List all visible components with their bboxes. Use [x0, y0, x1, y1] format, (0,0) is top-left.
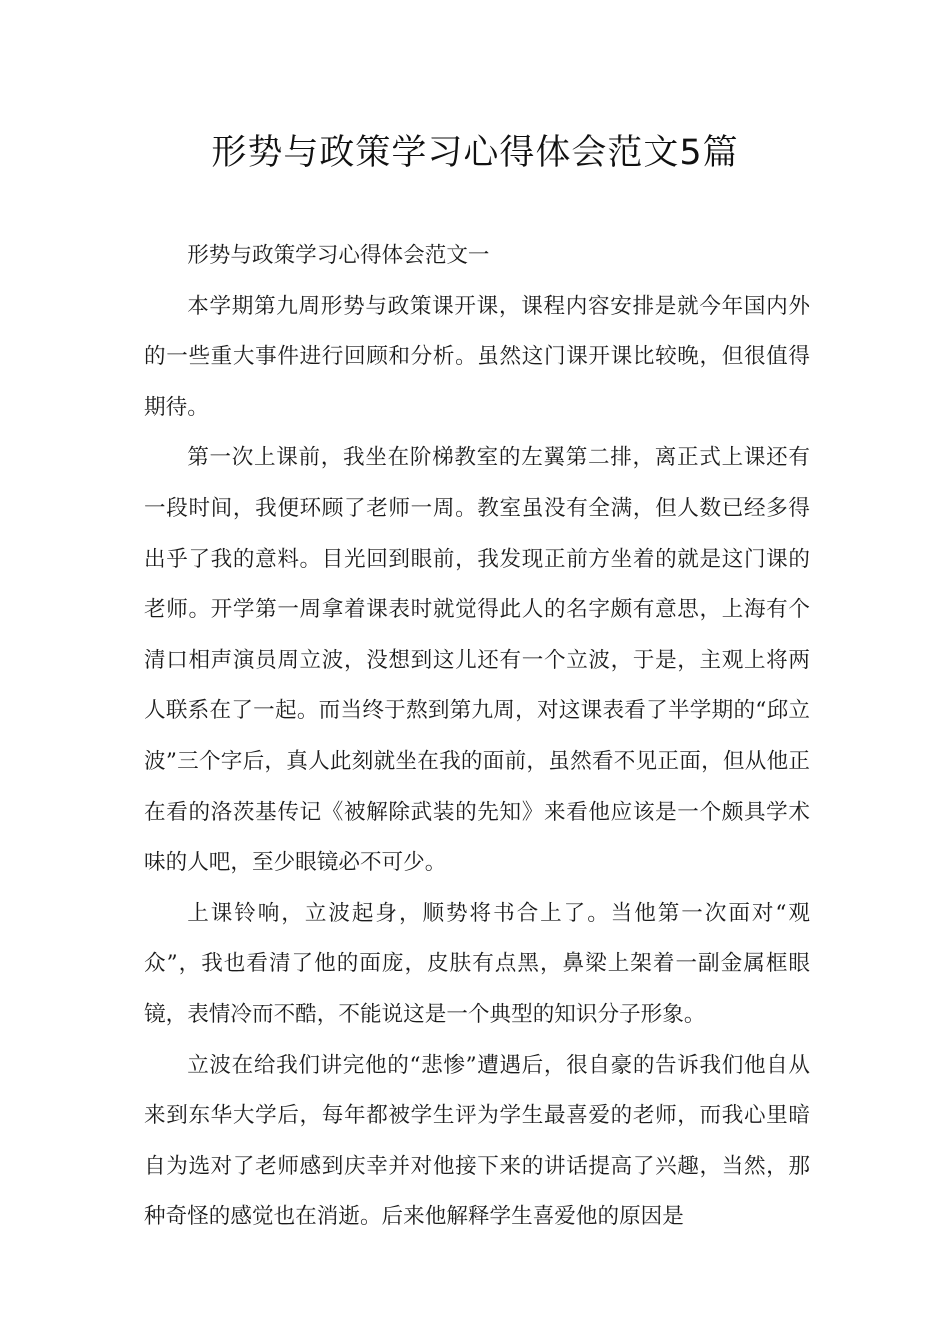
body-paragraph-2: 第一次上课前，我坐在阶梯教室的左翼第二排，离正式上课还有一段时间，我便环顾了老师一周。教室虽没有全满，但人数已经多得出乎了我的意料。目光回到眼前，我发现正前方坐着的就是这门课的老师。开学第一周拿着课表时就觉得此人的名字颇有意思，上海有个清口相声演员周立波，没想到这儿还有一个立波，于是，主观上将两人联系在了一起。而当终于熬到第九周，对这课表看了半学期的“邱立波”三个字后，真人此刻就坐在我的面前，虽然看不见正面，但从他正在看的洛茨基传记《被解除武装的先知》来看他应该是一个颇具学术味的人吧，至少眼镜必不可少。 — [144, 445, 810, 876]
document-title: 形势与政策学习心得体会范文5篇 — [211, 133, 739, 173]
body-paragraph-4: 立波在给我们讲完他的“悲惨”遭遇后，很自豪的告诉我们他自从来到东华大学后，每年都被学生评为学生最喜爱的老师，而我心里暗自为选对了老师感到庆幸并对他接下来的讲话提高了兴趣，当然，那种奇怪的感觉也在消逝。后来他解释学生喜爱他的原因是 — [144, 1052, 810, 1230]
body-paragraph-3: 上课铃响，立波起身，顺势将书合上了。当他第一次面对“观众”，我也看清了他的面庞，皮肤有点黑，鼻梁上架着一副金属框眼镜，表情冷而不酷，不能说这是一个典型的知识分子形象。 — [144, 900, 810, 1027]
body-paragraph-1: 本学期第九周形势与政策课开课，课程内容安排是就今年国内外的一些重大事件进行回顾和分析。虽然这门课开课比较晚，但很值得期待。 — [144, 293, 810, 420]
document-body — [144, 231, 810, 1243]
section-subheading: 形势与政策学习心得体会范文一 — [187, 243, 490, 268]
